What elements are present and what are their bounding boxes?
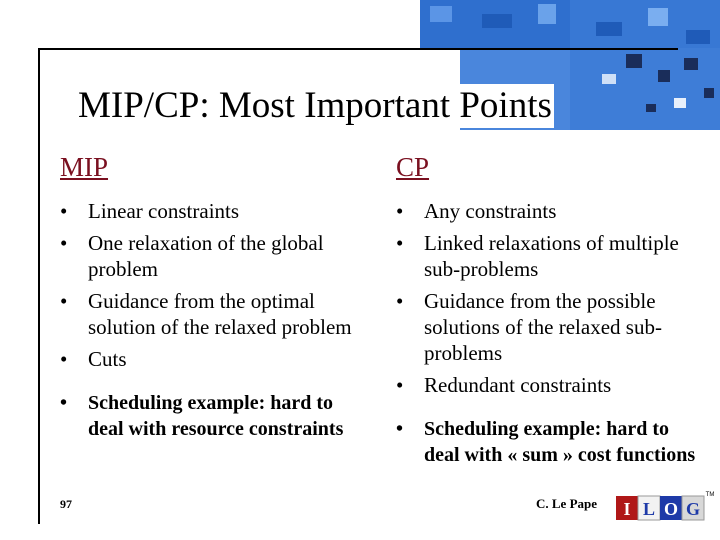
- cp-scheduling-example: • Scheduling example: hard to deal with « sum » cost functions: [396, 418, 696, 466]
- cp-bullet-list: [396, 198, 696, 398]
- bullet-icon: •: [396, 373, 404, 397]
- list-item: • Redundant constraints: [396, 373, 612, 397]
- logo-letter-l: L: [642, 499, 656, 519]
- logo-letter-i: I: [623, 499, 631, 519]
- frame-vertical-line: [38, 48, 40, 524]
- bullet-icon: •: [396, 289, 404, 313]
- frame-horizontal-line: [38, 48, 678, 50]
- list-item: • Linear constraints: [60, 199, 240, 223]
- logo-letter-g: G: [685, 499, 701, 519]
- logo-letter-o: O: [663, 499, 679, 519]
- page-number: 97: [60, 497, 72, 511]
- logo-trademark: TM: [705, 492, 715, 498]
- cp-heading: CP: [396, 152, 430, 182]
- list-item: • Linked relaxations of multiple sub-problems: [396, 231, 679, 281]
- mip-column: [60, 150, 360, 442]
- cp-highlight-list: [396, 416, 696, 468]
- list-item: • Guidance from the optimal solution of the relaxed problem: [60, 289, 352, 339]
- bullet-icon: •: [60, 392, 68, 414]
- bullet-icon: •: [60, 231, 68, 255]
- cp-column: [396, 150, 696, 468]
- bullet-icon: •: [396, 231, 404, 255]
- bullet-icon: •: [60, 289, 68, 313]
- mip-highlight-list: [60, 390, 360, 442]
- slide-title: MIP/CP: Most Important Points: [78, 85, 552, 126]
- bullet-icon: •: [396, 418, 404, 440]
- mip-bullet-list: [60, 198, 360, 372]
- list-item: • Any constraints: [396, 199, 557, 223]
- ilog-logo: [612, 486, 716, 533]
- mip-heading: MIP: [60, 152, 109, 182]
- bullet-icon: •: [396, 199, 404, 223]
- bullet-icon: •: [60, 199, 68, 223]
- list-item: • Cuts: [60, 347, 127, 371]
- mip-scheduling-example: • Scheduling example: hard to deal with resource constraints: [60, 392, 344, 440]
- author-credit: C. Le Pape: [536, 496, 598, 511]
- list-item: • One relaxation of the global problem: [60, 231, 324, 281]
- bullet-icon: •: [60, 347, 68, 371]
- list-item: • Guidance from the possible solutions of the relaxed sub-problems: [396, 289, 662, 365]
